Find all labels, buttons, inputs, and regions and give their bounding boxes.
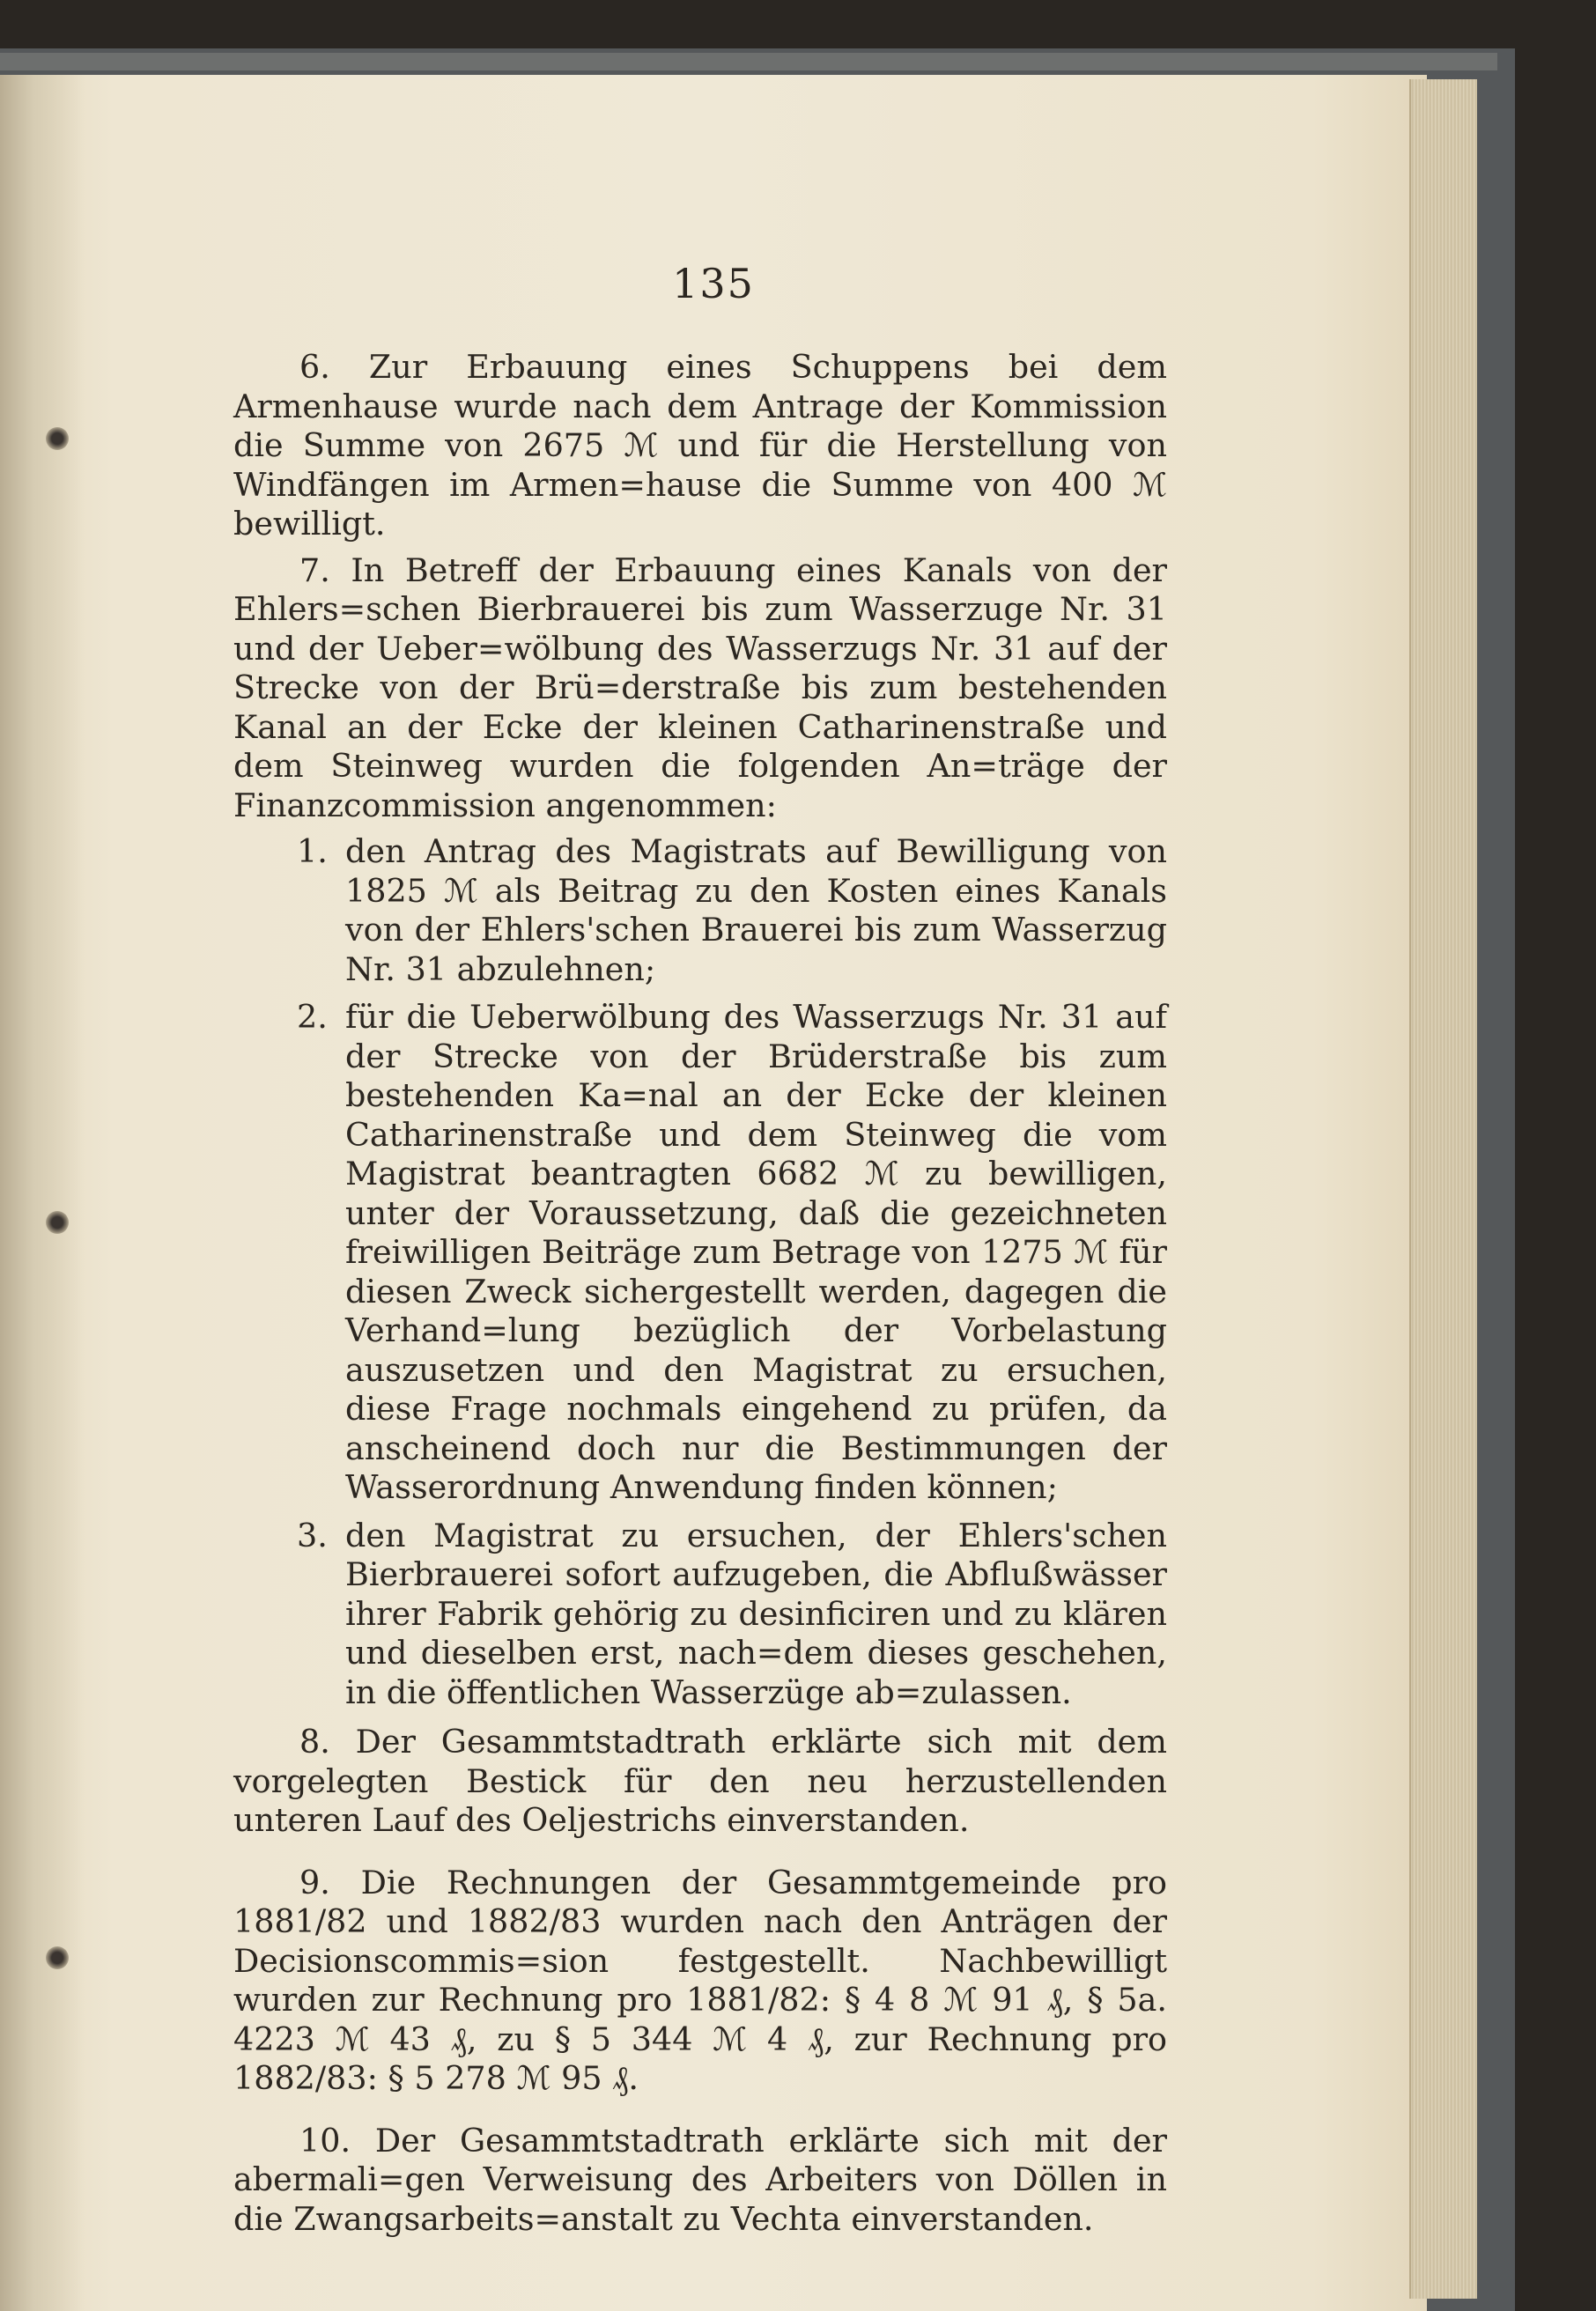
list-item-number: 1. [297, 832, 328, 870]
list-item-text: den Magistrat zu ersuchen, der Ehlers'schen Bierbrauerei sofort aufzugeben, die Abflußwässer ihrer Fabrik gehörig zu desinficiren und zu klären und dieselben erst, nach=dem dieses geschehen, in die öffentlichen Wasserzüge ab=zulassen. [345, 1516, 1167, 1711]
paragraph-7: 7. In Betreff der Erbauung eines Kanals von der Ehlers=schen Bierbrauerei bis zum Wasserzuge Nr. 31 und der Ueber=wölbung des Wasserzugs Nr. 31 auf der Strecke von der Brü=derstraße bis zum bestehenden Kanal an der Ecke der kleinen Catharinenstraße und dem Steinweg wurden die folgenden An=träge der Finanzcommission angenommen: [233, 550, 1167, 824]
binding-hole [46, 427, 69, 450]
list-item-number: 2. [297, 998, 328, 1036]
paragraph-8: 8. Der Gesammtstadtrath erklärte sich mit dem vorgelegten Bestick für den neu herzustellenden unteren Lauf des Oeljestrichs einverstanden. [233, 1723, 1167, 1839]
binding-hole [46, 1211, 69, 1234]
binding-gutter [0, 75, 84, 2311]
list-item [233, 998, 1167, 1508]
paragraph-10: 10. Der Gesammtstadtrath erklärte sich mit der abermali=gen Verweisung des Arbeiters von Döllen in die Zwangsarbeits=anstalt zu Vechta einverstanden. [233, 2121, 1167, 2238]
list-item-number: 3. [297, 1516, 328, 1554]
paragraph-9: 9. Die Rechnungen der Gesammtgemeinde pro 1881/82 und 1882/83 wurden nach den Anträgen der Decisionscommis=sion festgestellt. Nachbewilligt wurden zur Rechnung pro 1881/82: § 4 8 ℳ 91 ₰, § 5a. 4223 ℳ 43 ₰, zu § 5 344 ℳ 4 ₰, zur Rechnung pro 1882/83: § 5 278 ℳ 95 ₰. [233, 1863, 1167, 2097]
page-body-text [233, 348, 1167, 2246]
binding-hole [46, 1946, 69, 1969]
paragraph-6: 6. Zur Erbauung eines Schuppens bei dem Armenhause wurde nach dem Antrage der Kommission die Summe von 2675 ℳ und für die Herstellung von Windfängen im Armen=hause die Summe von 400 ℳ bewilligt. [233, 348, 1167, 543]
list-item [233, 1517, 1167, 1713]
page-stack-edge [1409, 79, 1477, 2299]
motion-list [233, 832, 1167, 1712]
list-item [233, 832, 1167, 989]
page-number: 135 [672, 260, 755, 307]
list-item-text: den Antrag des Magistrats auf Bewilligung von 1825 ℳ als Beitrag zu den Kosten eines Kanals von der Ehlers'schen Brauerei bis zum Wasserzug Nr. 31 abzulehnen; [345, 832, 1167, 988]
list-item-text: für die Ueberwölbung des Wasserzugs Nr. 31 auf der Strecke von der Brüderstraße bis zum bestehenden Ka=nal an der Ecke der kleinen Catharinenstraße und dem Steinweg die vom Magistrat beantragten 6682 ℳ zu bewilligen, unter der Voraussetzung, daß die gezeichneten freiwilligen Beiträge zum Betrage von 1275 ℳ für diesen Zweck sichergestellt werden, dagegen die Verhand=lung bezüglich der Vorbelastung auszusetzen und den Magistrat zu ersuchen, diese Frage nochmals eingehend zu prüfen, da anscheinend doch nur die Bestimmungen der Wasserordnung Anwendung finden können; [345, 998, 1167, 1506]
cover-top-edge [0, 53, 1497, 70]
